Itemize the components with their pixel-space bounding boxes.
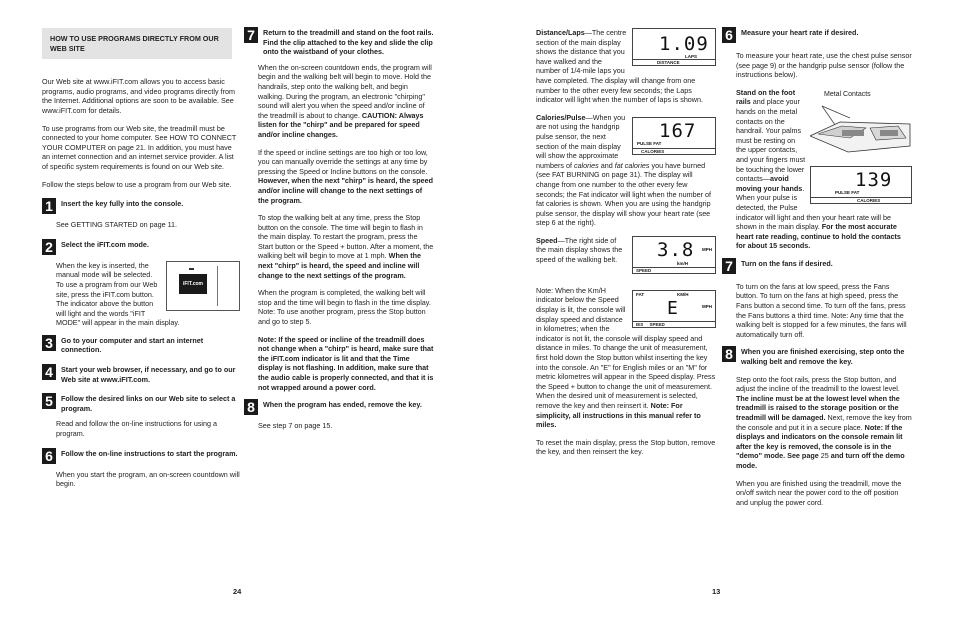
step-number-4: 4 [42, 364, 56, 380]
page-number-right: 13 [712, 587, 721, 596]
step-8 [244, 400, 434, 415]
speed-label: Speed [536, 235, 558, 245]
right-column-1 [536, 28, 716, 465]
ifit-button: iFIT.com [179, 274, 207, 294]
right-step-8-title: When you are finished exercising, step onto the walking belt and remove the key. [741, 347, 905, 367]
indicator-light-icon [189, 268, 194, 270]
right-step-number-8: 8 [722, 346, 736, 362]
right-step-number-6: 6 [722, 27, 736, 43]
mph-indicator: MPH [702, 246, 712, 252]
step-number-3: 3 [42, 335, 56, 351]
step-7-caution: CAUTION: Always listen for the "chirp" and be prepared for speed and/or incline changes. [258, 110, 424, 139]
right-step-8-body-1b: The incline must be at the lowest level when the treadmill is raised to the storage position or the treadmill will be damaged. [736, 393, 900, 422]
right-step-8 [722, 347, 912, 366]
step-5 [42, 394, 240, 413]
step-number-6: 6 [42, 448, 56, 464]
right-step-8-body-1c: Next, remove the key from the console and put it in a secure place. [736, 413, 912, 432]
distance-body: —The centre section of the main display shows the distance that you have walked and the number of 1/4-mile laps you have completed. The display will change from one number to the other every few seconds; the Laps indicator will light when the number of laps is shown. [536, 28, 703, 105]
step-3 [42, 336, 240, 355]
right-step-8-body-1d: Note: If the displays and indicators on the console remain lit after the key is removed, the console is in the "demo" mode. See page [736, 422, 903, 461]
right-step-8-body-1a: Step onto the foot rails, press the Stop button, and adjust the incline of the treadmill to the lowest level. [736, 374, 900, 394]
step-6 [42, 449, 240, 464]
distance-section [536, 28, 716, 105]
right-step-number-7: 7 [722, 258, 736, 274]
intro-paragraph-1: Our Web site at www.iFIT.com allows you to access basic programs, audio programs, and video programs directly from the Internet. Additional options are soon to be available. See www.iFIT.com for details. [42, 77, 235, 115]
speed-label-bar: SPEED [633, 267, 715, 273]
step-2-title: Select the iFIT.com mode. [61, 239, 149, 249]
calories-label-bar: CALORIES [633, 148, 715, 154]
calories-value: 167 [659, 119, 697, 142]
calories-label: Calories/Pulse [536, 112, 586, 122]
pulse-value: 139 [855, 168, 893, 191]
unit-note-a: Note: When the Km/H indicator below the Speed display is lit, the console will display speed and distance in kilometres; when the indicator is not lit, the console will display speed and distance in miles. To change the unit of measurement, first hold down the Stop button whilst inserting the key into the console. An "E" for English miles or an "M" for metric kilometres will appear in the Speed display. Press the Speed + button to change the unit of measurement. When the desired unit of measurement is selected, remove the key and then reinsert it. [536, 285, 716, 410]
right-step-6 [722, 28, 912, 43]
step-number-7: 7 [244, 27, 258, 43]
pulse-calories-bar: CALORIES [811, 197, 911, 203]
step-7-body-3b: When the next "chirp" is heard, the speed and incline will change to the next settings of the program. [258, 251, 421, 280]
step-5-body: Read and follow the on-line instructions for using a program. [56, 419, 218, 439]
right-step-8-content [722, 375, 912, 508]
unit-note-b: Note: For simplicity, all instructions in this manual refer to miles. [536, 401, 701, 430]
unit-mph-indicator: MPH [702, 303, 712, 309]
calories-section [536, 113, 716, 228]
stand-on-foot-rails: Stand on the foot rails [736, 87, 796, 107]
intro-paragraph-3: Follow the steps below to use a program from our Web site. [42, 179, 232, 189]
step-number-1: 1 [42, 198, 56, 214]
speed-section [536, 235, 716, 273]
right-step-6-body-2a: and place your hands on the metal contacts on the handrail. Your palms must be resting on the upper contacts, and your fingers must be touching the lower contacts— [736, 97, 806, 184]
avoid-moving-hands: avoid moving your hands [736, 174, 803, 193]
step-7-paragraph-4: When the program is completed, the walking belt will stop and the time will begin to flash in the time display. Note: To use another program, press the Stop button and go to step 5. [258, 288, 431, 327]
step-6-body: When you start the program, an on-screen countdown will begin. [56, 469, 240, 489]
ifit-button-illustration [166, 261, 240, 311]
step-2 [42, 240, 240, 255]
reset-paragraph: To reset the main display, press the Stop button, remove the key, and then reinsert the key. [536, 437, 716, 457]
right-column-2 [722, 28, 912, 515]
speed-value: 3.8 [657, 238, 695, 261]
right-step-6-title: Measure your heart rate if desired. [741, 28, 859, 37]
unit-note-section [536, 276, 716, 430]
calories-body-a: —When you are not using the handgrip pulse sensor, the next section of the main display will show the approximate numbers of [536, 112, 626, 170]
pulse-fat-indicators: PULSE FAT [637, 140, 662, 146]
laps-indicator: LAPS [685, 54, 698, 59]
step-1 [42, 199, 240, 214]
distance-value: 1.09 [659, 33, 709, 55]
calories-word: calories [573, 160, 599, 170]
step-8-title: When the program has ended, remove the key. [263, 400, 422, 410]
pulse-illustration [810, 88, 912, 208]
pulse-display [810, 166, 912, 204]
calories-display [632, 117, 716, 155]
step-number-2: 2 [42, 239, 56, 255]
unit-bottom-left: IES [636, 321, 644, 327]
step-5-title: Follow the desired links on our Web site to select a program. [61, 394, 236, 413]
section-header-box: HOW TO USE PROGRAMS DIRECTLY FROM OUR WEB SITE [42, 28, 232, 59]
page-number-left: 24 [233, 587, 242, 596]
console-divider [217, 266, 218, 306]
unit-label-bar [633, 321, 715, 327]
distance-label-bar: DISTANCE [633, 59, 715, 65]
right-step-7-title: Turn on the fans if desired. [741, 258, 833, 268]
left-column-1 [42, 28, 240, 497]
right-step-8-body-2: When you are finished using the treadmill, move the on/off switch near the power cord to the off position and unplug the power cord. [736, 478, 902, 507]
right-step-6-content [722, 51, 912, 251]
step-7-body-2a: If the speed or incline settings are too high or too low, you can manually override the settings at any time by pressing the Speed or Incline buttons on the console. [258, 147, 428, 176]
step-7-note: Note: If the speed or incline of the treadmill does not change when a "chirp" is heard, make sure that the iFIT.com indicator is lit and that the Time display is not flashing. In addition, make sure that the audio cable is properly connected, and that it is not wrapped around a power cord. [258, 334, 434, 392]
step-number-8: 8 [244, 399, 258, 415]
distance-label: Distance/Laps [536, 28, 585, 37]
step-1-body: See GETTING STARTED on page 11. [56, 220, 178, 230]
right-step-7-body: To turn on the fans at low speed, press the Fans button. To turn on the fans at high speed, press the Fans button a second time. To turn off the fans, press the Fans buttons a third time. Note: Any time that the walking belt is stopped for a few minutes, the fans will automatically turn off. [736, 281, 907, 339]
speed-display [632, 236, 716, 274]
step-1-title: Insert the key fully into the console. [61, 199, 184, 209]
step-3-title: Go to your computer and start an internet connection. [61, 335, 204, 355]
accurate-reading-note: For the most accurate heart rate reading, continue to hold the contacts for about 15 seconds. [736, 222, 901, 251]
step-7-paragraph-3 [258, 213, 434, 280]
right-step-6-body-1: To measure your heart rate, use the chest pulse sensor (see page 9) or the handgrip pulse sensor (follow the instructions below). [736, 51, 912, 80]
step-2-body: When the key is inserted, the manual mode will be selected. To use a program from our Web site, press the iFIT.com button. The indicator above the button will light and the words "iFIT MODE" will appear in the main display. [56, 260, 180, 328]
unit-bottom-label: SPEED [649, 321, 665, 327]
step-7-paragraph-1 [258, 63, 434, 140]
metal-contacts-label: Metal Contacts [824, 90, 871, 98]
unit-kmh-indicator: KM/H [677, 291, 689, 297]
fat-calories-word: fat calories [614, 160, 650, 170]
step-6-title: Follow the on-line instructions to start the program. [61, 448, 238, 458]
pulse-fat-tags: PULSE FAT [835, 189, 860, 195]
intro-paragraph-2: To use programs from our Web site, the treadmill must be connected to your home computer. See HOW TO CONNECT YOUR COMPUTER on page 21. In addition, you must have an internet connection and an internet service provider. A list of specific system requirements is found on our Web site. [42, 123, 237, 171]
step-7-title: Return to the treadmill and stand on the foot rails. Find the clip attached to the key and slide the clip onto the waistband of your clothes. [263, 28, 434, 57]
pulse-section [736, 88, 912, 251]
speed-body: —The right side of the main display shows the speed of the walking belt. [536, 235, 623, 265]
unit-fat-indicator: FAT [636, 291, 645, 297]
calories-and: and [600, 160, 613, 170]
step-2-body-wrap [56, 261, 240, 328]
unit-display [632, 290, 716, 328]
handrail-illustration-icon [810, 102, 912, 162]
step-7 [244, 28, 434, 57]
right-step-8-body-1f: and turn off the demo mode. [736, 451, 905, 470]
step-4 [42, 365, 240, 384]
right-step-7 [722, 259, 912, 274]
step-7-body-3a: To stop the walking belt at any time, press the Stop button on the console. The time will begin to flash in the main display. To restart the program, press the Start button or the Speed + button. After a moment, the walking belt will begin to move at 1 mph. [258, 213, 434, 261]
calories-body-b: you have burned (see FAT BURNING on page 31). The display will change from one number to the other every few seconds; the Fat indicator will light when the number of fat calories is shown. When you are using the handgrip pulse sensor, the display will show your heart rate (see step 6 at the right). [536, 160, 711, 228]
step-7-body-2b: However, when the next "chirp" is heard, the speed and/or incline will change to the next settings of the program. [258, 176, 433, 205]
distance-display [632, 28, 716, 66]
kmh-indicator: km/H [677, 260, 689, 266]
step-7-paragraph-2 [258, 148, 434, 206]
right-step-6-body-2b: . When your pulse is detected, the Pulse indicator will light and then your heart rate will be shown in the main display. [736, 183, 892, 232]
step-4-title: Start your web browser, if necessary, and go to our Web site at www.iFIT.com. [61, 365, 236, 384]
right-step-8-paragraph-1 [736, 375, 912, 471]
step-number-5: 5 [42, 393, 56, 409]
right-step-8-body-1e: 25 [820, 451, 829, 461]
step-7-content [244, 63, 434, 392]
step-7-body-1: When the on-screen countdown ends, the program will begin and the walking belt will begin to move. Hold the handrails, step onto the walking belt, and begin walking. During the program, an electronic "chirping" sound will alert you when the speed and/or incline of the treadmill is about to change. [258, 62, 432, 120]
step-8-body: See step 7 on page 15. [258, 421, 333, 431]
left-column-2 [244, 28, 434, 439]
unit-value: E [667, 297, 679, 319]
